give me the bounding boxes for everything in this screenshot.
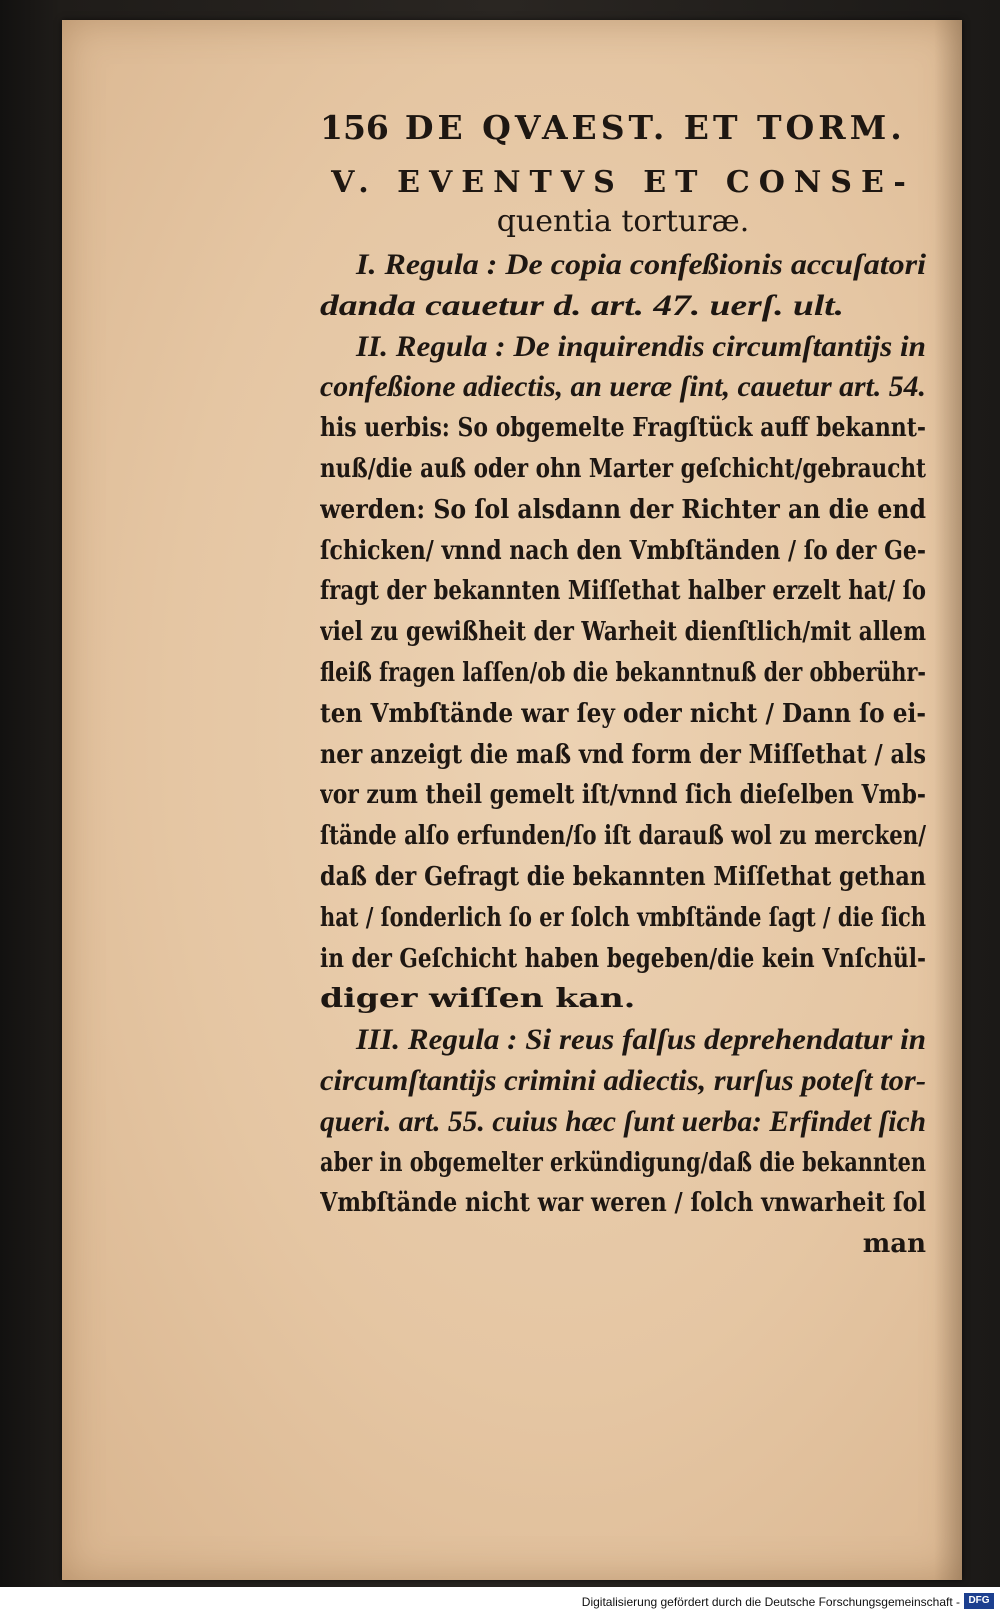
digitization-footer [0,1587,1000,1619]
paragraph [320,1020,926,1224]
text-line: Vmbſtände nicht war weren / ſolch vnwarheit ſol [320,1187,926,1219]
text-line: hat / ſonderlich ſo er ſolch vmbſtände ſagt / die ſich [320,901,926,933]
section-title [320,165,926,239]
dfg-logo: DFG [964,1593,994,1609]
text-line: III. Regula : Si reus falſus deprehendatur in [356,1023,926,1057]
page-edge-shadow [934,20,962,1580]
text-line: ten Vmbſtände war ſey oder nicht / Dann ſo ei- [320,697,926,729]
text-line: in der Geſchicht haben begeben/die kein Vnſchül- [320,942,926,974]
page-text-block [320,108,926,1264]
text-line: viel zu gewißheit der Warheit dienſtlich/mit allem [320,616,926,648]
page-number: 156 [320,108,389,147]
text-line: confeßione adiectis, an ueræ ſint, cauetur art. 54. [320,370,926,404]
section-title-line-2: quentia torturæ. [496,204,750,239]
text-line: ner anzeigt die maß vnd form der Miſſethat / als [320,738,926,770]
text-line: nuß/die auß oder ohn Marter geſchicht/gebraucht [320,452,926,484]
text-line: daß der Gefragt die bekannten Miſſethat gethan [320,860,926,892]
section-title-line-1: V. EVENTVS ET CONSE- [331,165,915,200]
text-line: queri. art. 55. cuius hæc ſunt uerba: Erfindet ſich [320,1104,926,1138]
text-line: werden: So ſol alsdann der Richter an die end [320,493,926,525]
text-line: diger wiſſen kan. [320,983,636,1015]
paragraph [320,245,926,327]
text-line: vor zum theil gemelt iſt/vnnd ſich dieſelben Vmb- [320,779,926,811]
paragraph [320,327,926,1021]
footer-credit: Digitalisierung gefördert durch die Deutsche Forschungsgemeinschaft - [581,1595,960,1609]
text-line: circumſtantijs crimini adiectis, rurſus poteſt tor- [320,1063,926,1097]
text-line: II. Regula : De inquirendis circumſtantijs in [356,329,926,363]
text-line: fragt der bekannten Miſſethat halber erzelt hat/ ſo [320,575,926,607]
text-line: his uerbis: So obgemelte Fragſtück auff bekannt- [320,412,926,444]
body-paragraphs [320,245,926,1224]
text-line: aber in obgemelter erkündigung/daß die bekannten [320,1146,926,1178]
text-line: danda cauetur d. art. 47. uerſ. ult. [320,288,845,322]
text-line: ſtände alſo erfunden/ſo iſt darauß wol zu mercken/ [320,820,926,852]
book-page [62,20,962,1580]
running-head [320,108,926,147]
text-line: I. Regula : De copia confeßionis accuſatori [356,248,926,281]
running-head-title: DE QVAEST. ET TORM. [404,108,906,147]
text-line: fleiß fragen laſſen/ob die bekanntnuß der obberühr- [320,656,926,688]
text-line: ſchicken/ vnnd nach den Vmbſtänden / ſo der Ge- [320,534,926,566]
catchword: man [862,1229,926,1260]
